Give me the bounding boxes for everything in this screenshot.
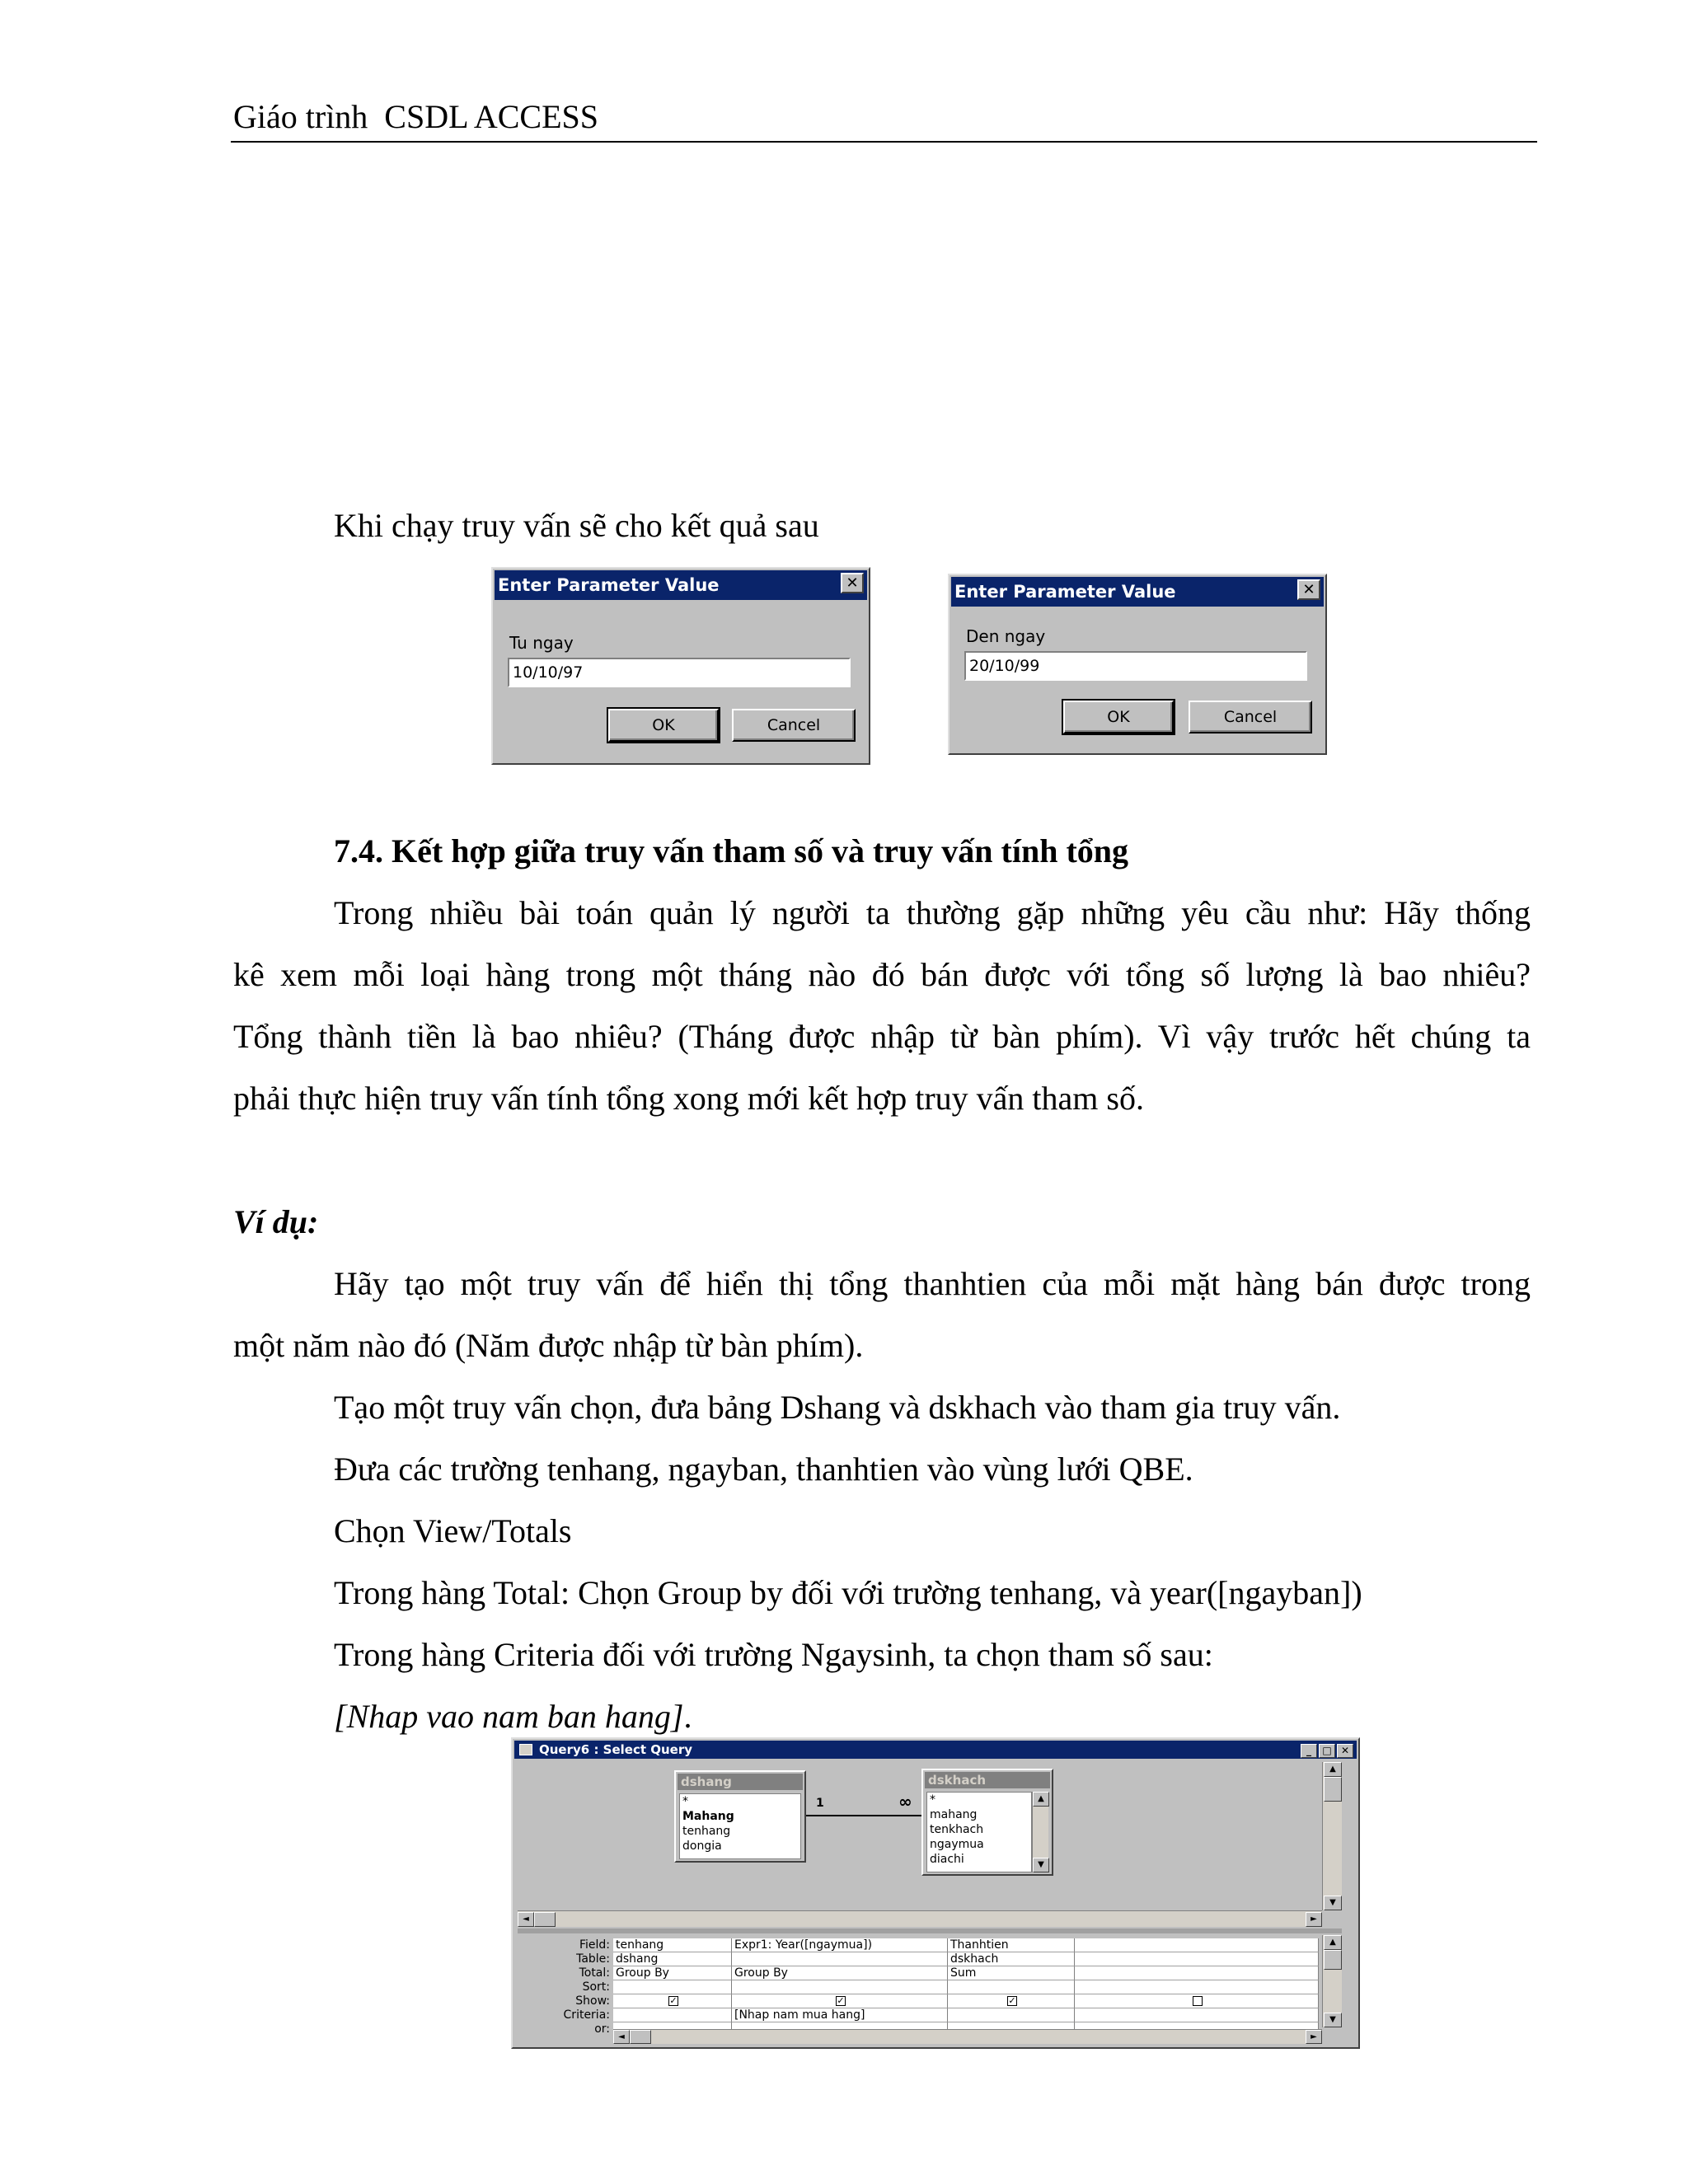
section-paragraph-line: Tổng thành tiền là bao nhiêu? (Tháng được nhập từ bàn phím). Vì vậy trước hết chúng ta xyxy=(233,1018,1531,1055)
table-cell[interactable] xyxy=(732,1952,948,1966)
parameter-suffix: . xyxy=(683,1698,692,1735)
field-item[interactable]: tenhang xyxy=(682,1825,731,1838)
parameter-dialog-from xyxy=(491,567,870,765)
row-label: Sort: xyxy=(582,1980,610,1994)
query-window-titlebar xyxy=(514,1741,1357,1759)
section-heading: 7.4. Kết hợp giữa truy vấn tham số và truy vấn tính tổng xyxy=(334,832,1129,869)
table-box-dskhach[interactable] xyxy=(921,1769,1053,1876)
scroll-right-icon[interactable]: ► xyxy=(1306,2030,1322,2044)
field-cell[interactable] xyxy=(1075,1938,1319,1952)
show-cell[interactable] xyxy=(1075,1994,1319,2008)
show-checkbox-checked[interactable]: ✓ xyxy=(837,1995,845,2006)
example-line: Đưa các trường tenhang, ngayban, thanhtien vào vùng lưới QBE. xyxy=(334,1451,1193,1488)
row-label: Criteria: xyxy=(563,2008,610,2022)
show-checkbox-unchecked[interactable] xyxy=(1193,1996,1203,2006)
parameter-input[interactable]: 10/10/97 xyxy=(508,658,851,687)
query-window-title: Query6 : Select Query xyxy=(539,1742,693,1757)
close-icon[interactable]: ✕ xyxy=(841,573,864,593)
section-paragraph-line: phải thực hiện truy vấn tính tổng xong mới kết hợp truy vấn tham số. xyxy=(233,1080,1144,1117)
cancel-button[interactable]: Cancel xyxy=(1189,701,1312,733)
example-line: Trong hàng Criteria đối với trường Ngaysinh, ta chọn tham số sau: xyxy=(334,1636,1213,1673)
scroll-down-icon[interactable]: ▼ xyxy=(1324,2013,1342,2027)
join-one-label: 1 xyxy=(816,1797,824,1810)
dialog-title: Enter Parameter Value xyxy=(951,577,1324,607)
show-checkbox-checked[interactable]: ✓ xyxy=(1008,1995,1016,2006)
cancel-button[interactable]: Cancel xyxy=(732,709,856,742)
row-label: Total: xyxy=(579,1966,610,1980)
parameter-dialog-to xyxy=(948,574,1327,755)
example-line: Tạo một truy vấn chọn, đưa bảng Dshang và dskhach vào tham gia truy vấn. xyxy=(334,1389,1341,1426)
example-line: Hãy tạo một truy vấn để hiển thị tổng thanhtien của mỗi mặt hàng bán được trong xyxy=(334,1265,1531,1302)
intro-line: Khi chạy truy vấn sẽ cho kết quả sau xyxy=(334,507,819,544)
row-label: or: xyxy=(594,2022,610,2036)
dialog-title: Enter Parameter Value xyxy=(495,570,867,600)
field-list-scrollbar[interactable] xyxy=(1032,1792,1048,1872)
example-line: Chọn View/Totals xyxy=(334,1512,572,1549)
section-paragraph-line: kê xem mỗi loại hàng trong một tháng nào đó bán được với tổng số lượng là bao nhiêu? xyxy=(233,956,1531,993)
total-cell[interactable]: Group By xyxy=(732,1966,948,1980)
row-label: Show: xyxy=(575,1994,610,2008)
scroll-left-icon[interactable]: ◄ xyxy=(518,1912,534,1927)
pane-splitter[interactable] xyxy=(518,1929,1342,1933)
scroll-up-icon[interactable]: ▲ xyxy=(1033,1792,1049,1807)
qbe-grid xyxy=(518,1935,1342,2044)
table-cell[interactable]: dskhach xyxy=(948,1952,1075,1966)
header-rule xyxy=(231,141,1537,143)
criteria-cell[interactable] xyxy=(948,2008,1075,2022)
table-pane-vertical-scrollbar[interactable] xyxy=(1322,1762,1342,1910)
field-item[interactable]: Mahang xyxy=(682,1810,734,1823)
minimize-icon[interactable]: _ xyxy=(1301,1744,1317,1758)
query-design-window xyxy=(511,1737,1360,2049)
field-item[interactable]: dongia xyxy=(682,1840,722,1853)
table-cell[interactable] xyxy=(1075,1952,1319,1966)
criteria-cell[interactable] xyxy=(613,2008,732,2022)
join-line[interactable] xyxy=(806,1815,921,1816)
maximize-icon[interactable]: □ xyxy=(1319,1744,1335,1758)
row-label: Table: xyxy=(576,1952,610,1966)
sort-cell[interactable] xyxy=(1075,1980,1319,1994)
field-item[interactable]: ngaymua xyxy=(930,1838,984,1851)
field-cell[interactable]: Thanhtien xyxy=(948,1938,1075,1952)
sort-cell[interactable] xyxy=(613,1980,732,1994)
table-pane xyxy=(518,1762,1342,1927)
example-line: Trong hàng Total: Chọn Group by đối với trường tenhang, và year([ngayban]) xyxy=(334,1574,1362,1611)
field-item[interactable]: tenkhach xyxy=(930,1823,984,1836)
scroll-thumb[interactable] xyxy=(534,1912,556,1927)
criteria-cell[interactable] xyxy=(1075,2008,1319,2022)
show-cell[interactable] xyxy=(948,1994,1075,2008)
scroll-thumb[interactable] xyxy=(1324,1777,1342,1802)
section-paragraph-line: Trong nhiều bài toán quản lý người ta thường gặp những yêu cầu như: Hãy thống xyxy=(334,894,1531,931)
table-title: dshang xyxy=(678,1774,803,1790)
scroll-thumb[interactable] xyxy=(1324,1950,1342,1970)
table-pane-horizontal-scrollbar[interactable] xyxy=(518,1910,1322,1927)
criteria-cell[interactable]: [Nhap nam mua hang] xyxy=(732,2008,948,2022)
parameter-text: [Nhap vao nam ban hang] xyxy=(334,1698,684,1735)
table-box-dshang[interactable] xyxy=(674,1770,806,1863)
parameter-label: Tu ngay xyxy=(509,633,574,653)
table-cell[interactable]: dshang xyxy=(613,1952,732,1966)
grid-vertical-scrollbar[interactable] xyxy=(1322,1935,1342,2027)
example-label: Ví dụ: xyxy=(233,1203,319,1240)
close-icon[interactable]: ✕ xyxy=(1337,1744,1353,1758)
show-checkbox-checked[interactable]: ✓ xyxy=(669,1995,678,2006)
total-cell[interactable]: Sum xyxy=(948,1966,1075,1980)
parameter-label: Den ngay xyxy=(966,626,1046,646)
field-list xyxy=(679,1793,801,1859)
scroll-thumb[interactable] xyxy=(630,2030,651,2044)
scroll-up-icon[interactable]: ▲ xyxy=(1324,1935,1342,1950)
parameter-input[interactable]: 20/10/99 xyxy=(964,651,1307,681)
field-cell[interactable]: Expr1: Year([ngaymua]) xyxy=(732,1938,948,1952)
page-header-title: Giáo trình CSDL ACCESS xyxy=(233,98,599,135)
show-cell[interactable] xyxy=(732,1994,948,2008)
ok-button[interactable]: OK xyxy=(1063,701,1174,733)
total-cell[interactable]: Group By xyxy=(613,1966,732,1980)
close-icon[interactable]: ✕ xyxy=(1297,579,1320,600)
table-title: dskhach xyxy=(925,1772,1050,1788)
sort-cell[interactable] xyxy=(732,1980,948,1994)
scroll-down-icon[interactable]: ▼ xyxy=(1324,1896,1342,1910)
example-line: một năm nào đó (Năm được nhập từ bàn phím). xyxy=(233,1327,864,1364)
ok-button[interactable]: OK xyxy=(608,709,719,742)
scroll-up-icon[interactable]: ▲ xyxy=(1324,1762,1342,1777)
sort-cell[interactable] xyxy=(948,1980,1075,1994)
field-list xyxy=(926,1792,1032,1872)
total-cell[interactable] xyxy=(1075,1966,1319,1980)
field-item[interactable]: * xyxy=(682,1795,688,1808)
query-icon xyxy=(519,1744,532,1755)
scroll-left-icon[interactable]: ◄ xyxy=(613,2030,630,2044)
join-many-label: ∞ xyxy=(898,1792,912,1811)
scroll-down-icon[interactable]: ▼ xyxy=(1033,1858,1049,1872)
show-cell[interactable] xyxy=(613,1994,732,2008)
grid-horizontal-scrollbar[interactable] xyxy=(613,2029,1322,2044)
field-item[interactable]: diachi xyxy=(930,1853,964,1866)
field-item[interactable]: * xyxy=(930,1793,935,1807)
field-cell[interactable]: tenhang xyxy=(613,1938,732,1952)
row-label: Field: xyxy=(579,1938,610,1952)
field-item[interactable]: mahang xyxy=(930,1808,978,1821)
scroll-right-icon[interactable]: ► xyxy=(1306,1912,1322,1927)
